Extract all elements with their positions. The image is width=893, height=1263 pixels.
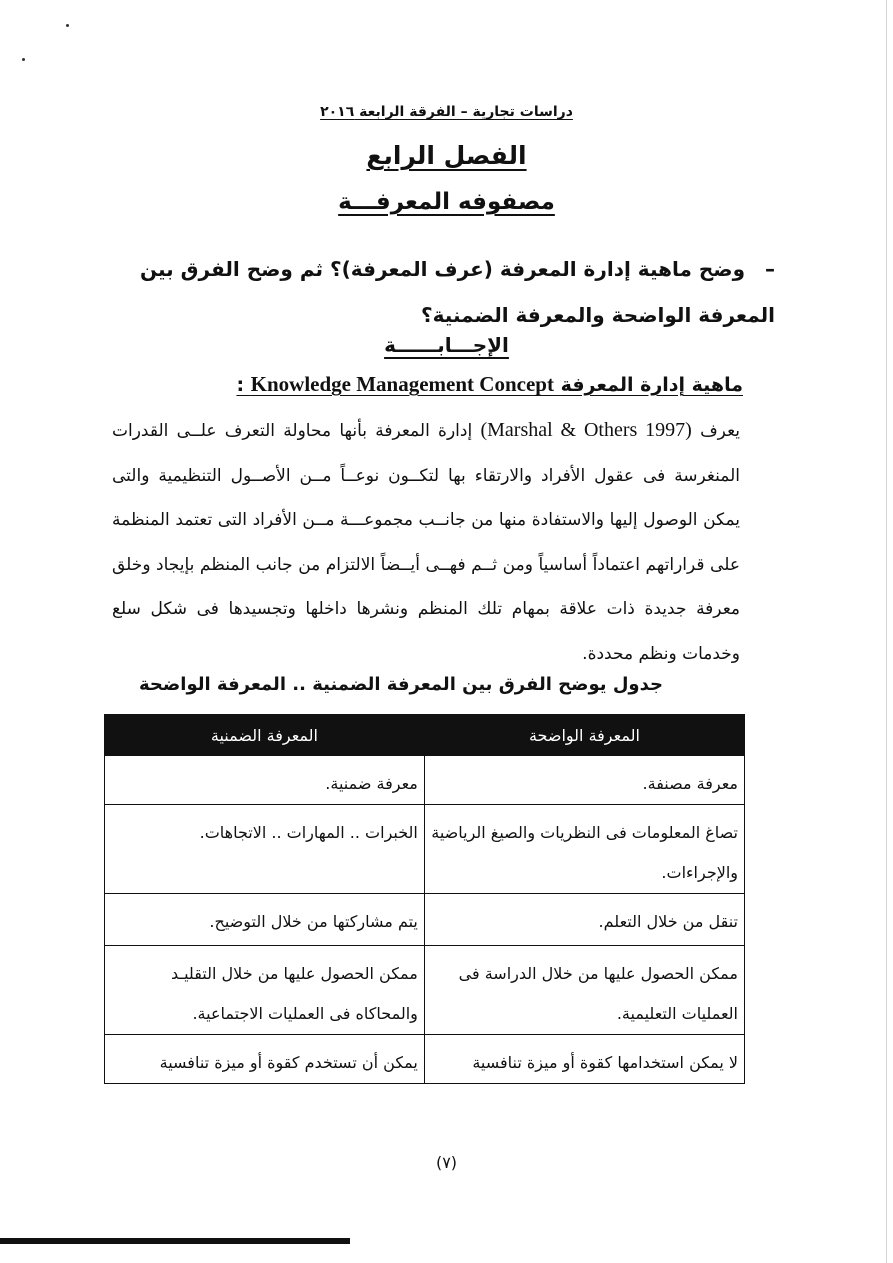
question-dash: – — [765, 257, 775, 281]
scan-speck — [22, 58, 25, 61]
definition-paragraph — [112, 408, 740, 676]
table-header-row — [105, 715, 745, 756]
question-block — [115, 246, 775, 338]
answer-heading: الإجـــابــــــة — [384, 333, 509, 357]
cell-explicit: تنقل من خلال التعلم. — [424, 894, 744, 946]
scan-speck — [66, 24, 69, 27]
cell-tacit: الخبرات .. المهارات .. الاتجاهات. — [105, 805, 425, 894]
table-row — [105, 756, 745, 805]
table-row — [105, 1035, 745, 1084]
header-tacit: المعرفة الضمنية — [105, 715, 425, 756]
paragraph-citation: (Marshal & Others 1997) — [480, 419, 692, 441]
running-header: دراسات تجارية – الفرقة الرابعة ٢٠١٦ — [320, 104, 573, 120]
chapter-subtitle: مصفوفه المعرفـــة — [338, 189, 555, 215]
cell-tacit: ممكن الحصول عليها من خلال التقليـد والمحاكاه فى العمليات الاجتماعية. — [105, 946, 425, 1035]
cell-explicit: ممكن الحصول عليها من خلال الدراسة فى العمليات التعليمية. — [424, 946, 744, 1035]
section-heading-colon: : — [236, 374, 251, 396]
question-text: وضح ماهية إدارة المعرفة (عرف المعرفة)؟ ثم وضح الفرق بين المعرفة الواضحة والمعرفة الضمنية؟ — [140, 257, 775, 327]
table-caption: جدول يوضح الفرق بين المعرفة الضمنية .. المعرفة الواضحة — [139, 674, 663, 695]
scan-bottom-rule — [0, 1238, 350, 1244]
comparison-table — [104, 714, 745, 1084]
cell-tacit: معرفة ضمنية. — [105, 756, 425, 805]
section-heading-english: Knowledge Management Concept — [250, 372, 554, 396]
chapter-title: الفصل الرابع — [366, 141, 527, 170]
cell-explicit: لا يمكن استخدامها كقوة أو ميزة تنافسية — [424, 1035, 744, 1084]
table-row — [105, 894, 745, 946]
table-row — [105, 946, 745, 1035]
table-row — [105, 805, 745, 894]
paragraph-lead: يعرف — [700, 421, 740, 441]
cell-tacit: يمكن أن تستخدم كقوة أو ميزة تنافسية — [105, 1035, 425, 1084]
page-number: (٧) — [435, 1153, 458, 1172]
section-heading-arabic: ماهية إدارة المعرفة — [560, 374, 743, 396]
header-explicit: المعرفة الواضحة — [424, 715, 744, 756]
cell-explicit: معرفة مصنفة. — [424, 756, 744, 805]
cell-explicit: تصاغ المعلومات فى النظريات والصيغ الرياضية والإجراءات. — [424, 805, 744, 894]
cell-tacit: يتم مشاركتها من خلال التوضيح. — [105, 894, 425, 946]
paragraph-body: إدارة المعرفة بأنها محاولة التعرف علــى القدرات المنغرسة فى عقول الأفراد والارتقاء بها لتكــون نوعــاً مــن الأصــول التنظيمية والتى يمكن الوصول إليها والاستفادة منها من جانــب مجموعـــة مــن الأفراد التى تعتمد المنظمة على قراراتهم اعتماداً أساسياً ومن ثــم فهــى أيــضاً الالتزام من جانب المنظم بإيجاد وخلق معرفة جديدة ذات علاقة بمهام تلك المنظم ونشرها داخلها وتجسيدها فى شكل سلع وخدمات ونظم محددة. — [112, 421, 740, 664]
section-heading — [236, 372, 743, 397]
